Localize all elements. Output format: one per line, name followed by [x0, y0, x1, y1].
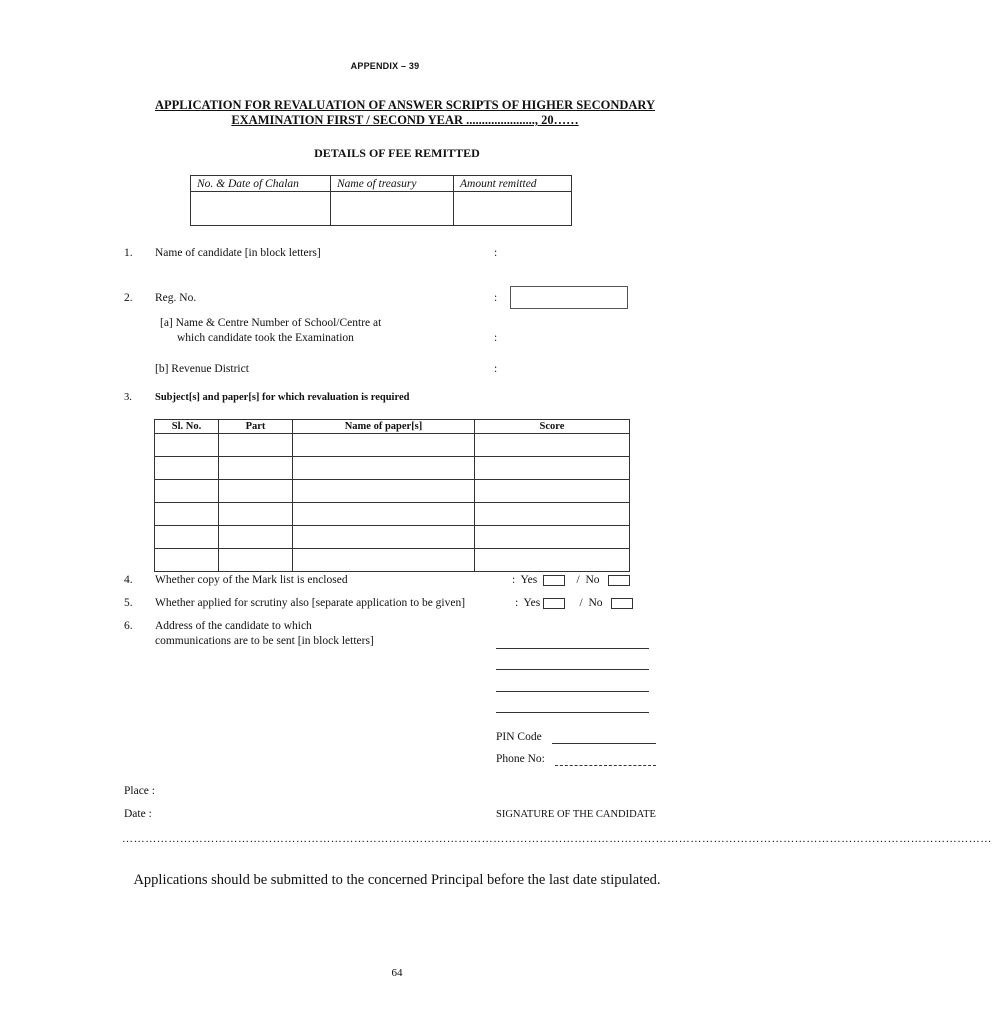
- fee-heading: DETAILS OF FEE REMITTED: [314, 146, 480, 160]
- fee-cell-treasury[interactable]: [331, 192, 454, 226]
- subjects-label: Subject[s] and paper[s] for which revaluation is required: [155, 392, 410, 403]
- marklist-yes-label: Yes: [520, 574, 538, 586]
- phone-line[interactable]: [555, 765, 656, 766]
- school-centre-label-2: which candidate took the Examination: [177, 332, 354, 344]
- marklist-yes-checkbox[interactable]: [543, 575, 565, 586]
- subject-table: [154, 419, 630, 572]
- table-row: [155, 503, 630, 526]
- table-row: [155, 549, 630, 572]
- fee-col-treasury: Name of treasury: [331, 176, 454, 192]
- dotted-separator: ………………………………………………………………………………………………………………………………………………………………………………………………………: [122, 833, 992, 845]
- scrutiny-yes-checkbox[interactable]: [543, 598, 565, 609]
- fee-table: [190, 175, 572, 226]
- fee-cell-amount[interactable]: [454, 192, 572, 226]
- item-number-2: 2.: [124, 292, 133, 304]
- scrutiny-no-label: No: [588, 597, 603, 609]
- scrutiny-label: Whether applied for scrutiny also [separate application to be given]: [155, 597, 466, 609]
- address-line-4[interactable]: [496, 711, 649, 713]
- revenue-district-label: [b] Revenue District: [155, 363, 249, 375]
- form-title-line-1: APPLICATION FOR REVALUATION OF ANSWER SCRIPTS OF HIGHER SECONDARY: [154, 98, 656, 112]
- item-number-3: 3.: [124, 392, 132, 403]
- candidate-name-colon: :: [494, 247, 498, 259]
- reg-no-label: Reg. No.: [155, 292, 197, 304]
- reg-no-colon: :: [494, 292, 498, 304]
- scrutiny-options: [515, 597, 633, 609]
- page-number: 64: [391, 967, 403, 979]
- address-line-2[interactable]: [496, 668, 649, 670]
- marklist-no-checkbox[interactable]: [608, 575, 630, 586]
- item-number-4: 4.: [124, 574, 133, 586]
- subject-col-part: Part: [219, 420, 293, 434]
- fee-cell-chalan[interactable]: [191, 192, 331, 226]
- scrutiny-no-checkbox[interactable]: [611, 598, 633, 609]
- fee-col-chalan: No. & Date of Chalan: [191, 176, 331, 192]
- candidate-name-label: Name of candidate [in block letters]: [155, 247, 321, 259]
- marklist-label: Whether copy of the Mark list is enclosed: [155, 574, 348, 586]
- marklist-slash: /: [576, 574, 580, 586]
- item-number-6: 6.: [124, 620, 133, 632]
- marklist-no-label: No: [585, 574, 600, 586]
- form-title: [100, 98, 710, 128]
- scrutiny-yes-label: Yes: [523, 597, 541, 609]
- submission-note: Applications should be submitted to the concerned Principal before the last date stipulated.: [133, 872, 661, 888]
- date-label: Date :: [124, 808, 152, 820]
- phone-label: Phone No:: [496, 753, 545, 765]
- address-label-2: communications are to be sent [in block letters]: [155, 635, 374, 647]
- marklist-options: [512, 574, 630, 586]
- reg-no-field[interactable]: [510, 286, 628, 309]
- table-row: [155, 457, 630, 480]
- item-number-5: 5.: [124, 597, 133, 609]
- fee-col-amount: Amount remitted: [454, 176, 572, 192]
- revenue-district-colon: :: [494, 363, 498, 375]
- scrutiny-slash: /: [579, 597, 583, 609]
- table-row: [155, 434, 630, 457]
- table-row: [155, 480, 630, 503]
- place-label: Place :: [124, 785, 155, 797]
- scrutiny-colon: :: [515, 597, 519, 609]
- item-number-1: 1.: [124, 247, 133, 259]
- signature-label: SIGNATURE OF THE CANDIDATE: [496, 809, 656, 820]
- subject-col-paper: Name of paper[s]: [293, 420, 475, 434]
- table-row: [155, 526, 630, 549]
- marklist-colon: :: [512, 574, 516, 586]
- pin-code-label: PIN Code: [496, 731, 542, 743]
- appendix-label: APPENDIX – 39: [350, 61, 420, 71]
- subject-col-slno: Sl. No.: [155, 420, 219, 434]
- address-line-3[interactable]: [496, 690, 649, 692]
- form-title-line-2: EXAMINATION FIRST / SECOND YEAR ......................, 20……: [231, 113, 579, 127]
- subject-col-score: Score: [475, 420, 630, 434]
- school-centre-colon: :: [494, 332, 498, 344]
- pin-code-line[interactable]: [552, 743, 656, 744]
- address-label-1: Address of the candidate to which: [155, 620, 312, 632]
- school-centre-label-1: [a] Name & Centre Number of School/Centre at: [160, 317, 382, 329]
- address-line-1[interactable]: [496, 647, 649, 649]
